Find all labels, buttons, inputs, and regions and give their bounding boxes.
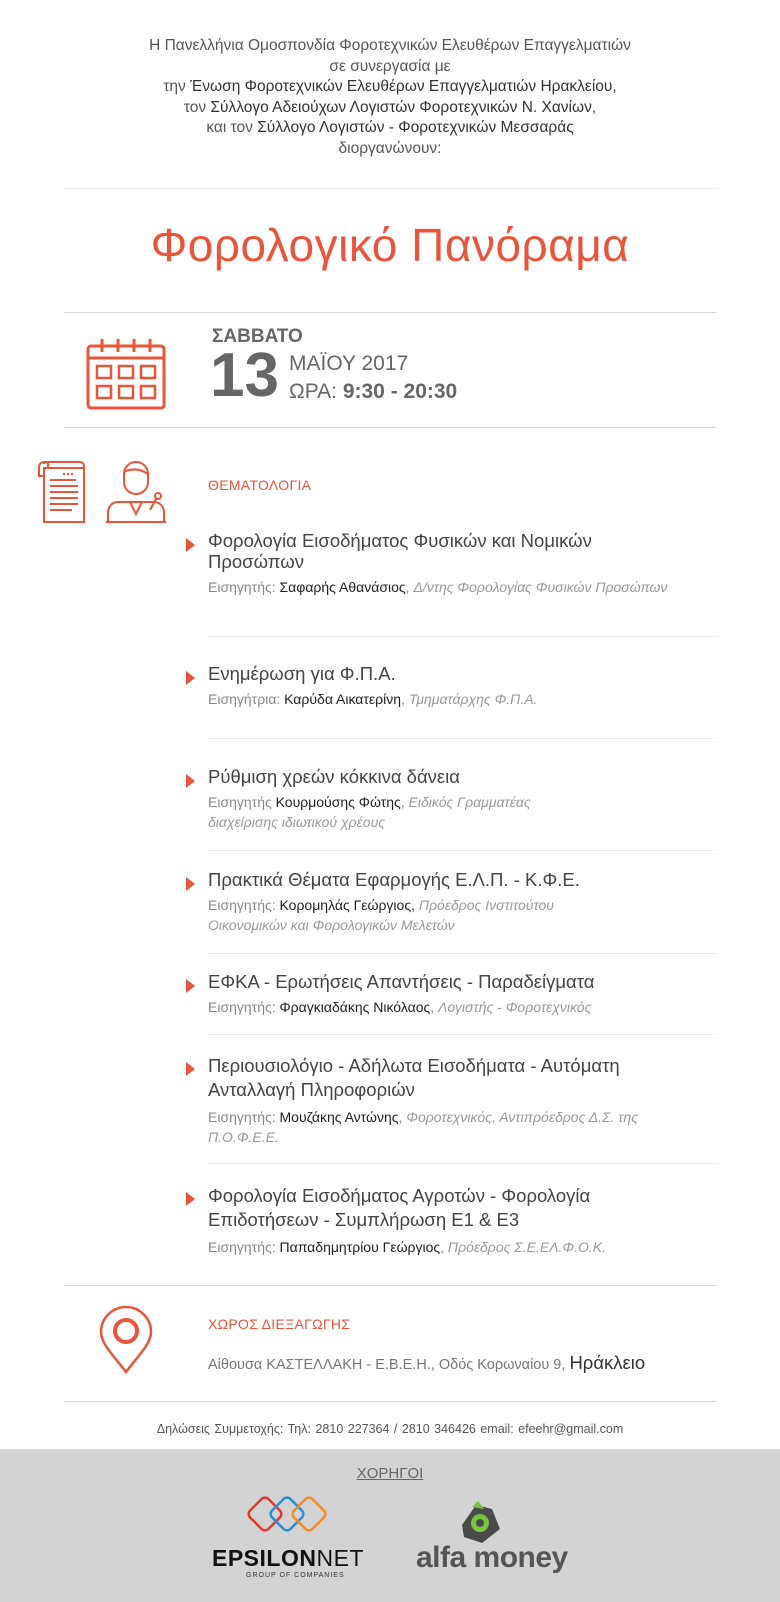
arrow-icon [186,1192,195,1206]
divider [208,850,716,851]
venue-street: Αίθουσα ΚΑΣΤΕΛΛΑΚΗ - Ε.Β.Ε.Η., Οδός Κορωναίου 9, [208,1357,570,1373]
speaker-name: Μουζάκης Αντώνης [279,1109,399,1125]
topic-speaker [208,997,668,1017]
speaker-sep: , [401,691,409,707]
divider [208,1163,716,1164]
arrow-icon [186,671,195,685]
divider [64,188,716,189]
intro-line-3-org: Ένωση Φοροτεχνικών Ελευθέρων Επαγγελματιών Ηρακλείου [190,78,613,95]
speaker-name: Φραγκιαδάκης Νικόλαος [279,999,431,1015]
arrow-icon [186,774,195,788]
speaker-sep: , [405,579,414,595]
topic-speaker [208,1107,648,1147]
topic-title: Πρακτικά Θέματα Εφαρμογής Ε.Λ.Π. - Κ.Φ.Ε. [208,869,580,890]
calendar-icon [86,338,166,410]
epsilonnet-tagline: GROUP OF COMPANIES [246,1572,345,1579]
speaker-role: Ειδικός Γραμματέας διαχείρισης ιδιωτικού χρέους [208,794,531,830]
speaker-sep: , [430,999,439,1015]
divider [64,1285,716,1286]
divider [64,1401,716,1402]
divider [208,738,716,739]
venue-label: ΧΩΡΟΣ ΔΙΕΞΑΓΩΓΗΣ [208,1316,351,1332]
speaker-prefix: Εισηγήτρια: [208,691,285,707]
topic-item [186,1054,726,1147]
speaker-role: Τμηματάρχης Φ.Π.Α. [408,691,538,707]
intro-line-2: σε συνεργασία με [329,57,451,75]
speaker-name: Παπαδημητρίου Γεώργιος [279,1239,441,1255]
location-pin-icon [98,1306,154,1374]
month-year: ΜΑΪΟΥ 2017 [289,352,409,375]
topic-title: Φορολογία Εισοδήματος Φυσικών και Νομικών Προσώπων [208,530,592,572]
topic-speaker [208,689,668,709]
speaker-name: Κορομηλάς Γεώργιος, [279,897,415,913]
topic-item [186,1184,726,1257]
divider [64,312,716,313]
time-value: 9:30 - 20:30 [342,380,458,403]
divider [64,427,716,428]
speaker-role: Λογιστής - Φοροτεχνικός [438,999,592,1015]
intro-line-3-post: , [612,78,617,95]
topic-title: Φορολογία Εισοδήματος Αγροτών - Φορολογία Επιδοτήσεων - Συμπλήρωση Ε1 & Ε3 [208,1185,591,1230]
speaker-role: Πρόεδρος Ινστιτούτου Οικονομικών και Φορολογικών Μελετών [208,897,554,933]
intro-line-4-pre: τον [183,98,211,116]
speaker-prefix: Εισηγητής: [208,897,280,913]
epsilon-bold: EPSILON [212,1545,317,1571]
speaker-role: Δ/ντης Φορολογίας Φυσικών Προσώπων [413,579,668,595]
speaker-prefix: Εισηγητής: [208,1239,280,1255]
speaker-icon [104,460,168,524]
alfa-money-wordmark: alfa money [416,1541,568,1574]
topics-label: ΘΕΜΑΤΟΛΟΓΙΑ [208,477,312,493]
alfa-money-logo [452,1499,512,1547]
intro-line-4-org: Σύλλογο Αδειούχων Λογιστών Φοροτεχνικών Ν. Χανίων [210,98,592,116]
speaker-sep: , [400,794,409,810]
speaker-sep: , [440,1239,448,1255]
organizers-intro [0,36,780,159]
speaker-name: Καρύδα Αικατερίνη [284,691,402,707]
topic-title: Ρύθμιση χρεών κόκκινα δάνεια [208,766,460,787]
day-name: ΣΑΒΒΑΤΟ [212,326,303,347]
speaker-role: Πρόεδρος Σ.Ε.ΕΛ.Φ.Ο.Κ. [447,1239,606,1255]
topic-speaker [208,1237,668,1257]
topic-item [186,530,726,597]
topic-speaker [208,792,588,832]
speaker-role: Φοροτεχνικός, Αντιπρόεδρος Δ.Σ. της Π.Ο.Φ.Ε.Ε. [208,1109,639,1145]
divider [208,953,716,954]
topic-speaker [208,577,668,597]
topic-title: Περιουσιολόγιο - Αδήλωτα Εισοδήματα - Αυτόματη Ανταλλαγή Πληροφοριών [208,1055,620,1100]
speaker-prefix: Εισηγητής [208,794,276,810]
event-time [289,380,457,404]
topic-item [186,663,726,709]
sponsors-label: ΧΟΡΗΓΟΙ [356,1465,424,1482]
intro-line-5-org: Σύλλογο Λογιστών - Φοροτεχνικών Μεσσαράς [257,119,574,136]
time-label: ΩΡΑ: [289,380,343,403]
arrow-icon [186,979,195,993]
arrow-icon [186,538,195,552]
speaker-prefix: Εισηγητής: [208,1109,280,1125]
arrow-icon [186,877,195,891]
topic-title: Ενημέρωση για Φ.Π.Α. [208,663,396,684]
speaker-prefix: Εισηγητής: [208,999,280,1015]
intro-line-5 [0,118,780,139]
venue-city: Ηράκλειο [569,1352,646,1373]
intro-line-6: διοργανώνουν: [338,139,442,157]
speaker-name: Σαφαρής Αθανάσιος [279,579,406,595]
epsilonnet-wordmark [212,1545,364,1572]
topic-item [186,766,726,832]
venue-address [208,1352,645,1374]
intro-line-3-pre: την [163,78,191,95]
event-title: Φορολογικό Πανόραμα [150,219,630,271]
arrow-icon [186,1062,195,1076]
intro-line-5-pre: και τον [206,119,258,136]
intro-line-1: Η Πανελλήνια Ομοσπονδία Φοροτεχνικών Ελευθέρων Επαγγελματιών [149,37,631,54]
document-icon [36,458,88,524]
topic-item [186,869,726,935]
topic-speaker [208,895,628,935]
speaker-prefix: Εισηγητής: [208,579,280,595]
sponsors-section [0,1449,780,1602]
epsilon-light: NET [316,1545,364,1571]
contact-info: Δηλώσεις Συμμετοχής: Τηλ: 2810 227364 / 2810 346426 email: efeehr@gmail.com [156,1422,624,1436]
intro-line-4 [0,98,780,119]
intro-line-4-post: , [591,98,597,116]
day-number: 13 [210,341,279,410]
speaker-name: Κουρμούσης Φώτης [275,794,401,810]
divider [208,1034,716,1035]
speaker-sep: , [398,1109,407,1125]
topic-title: ΕΦΚΑ - Ερωτήσεις Απαντήσεις - Παραδείγματα [208,971,595,992]
intro-line-3 [0,77,780,98]
divider [208,636,716,637]
topic-item [186,971,726,1017]
